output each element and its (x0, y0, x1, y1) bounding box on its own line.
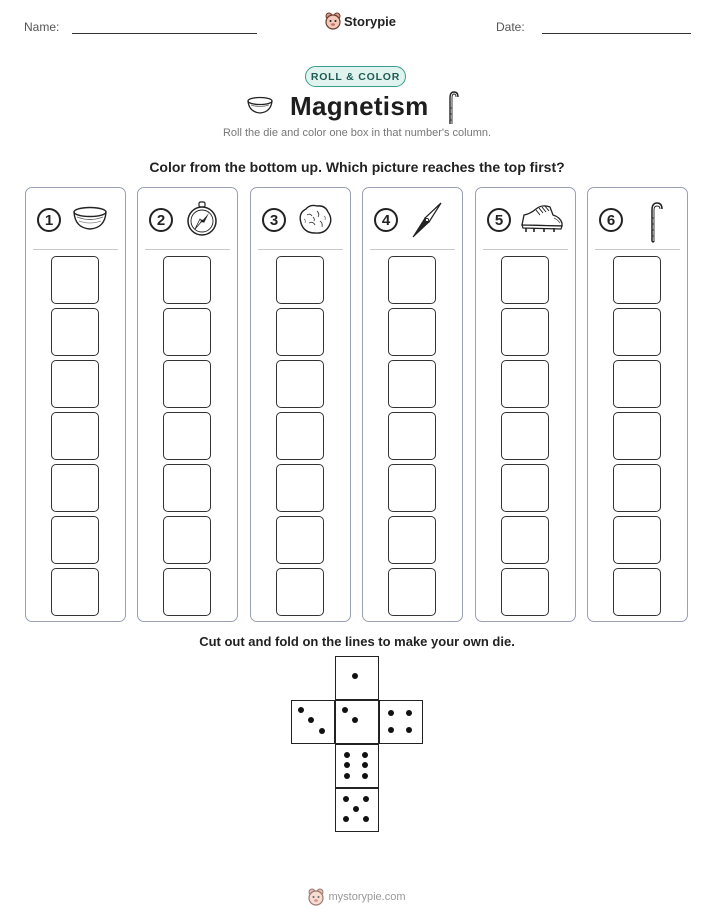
die-pip (362, 773, 368, 779)
die-pip (388, 710, 394, 716)
color-box[interactable] (276, 464, 324, 512)
die-pip (343, 816, 349, 822)
color-box[interactable] (163, 256, 211, 304)
column-5 (475, 187, 576, 622)
footer-site: mystorypie.com (328, 891, 406, 903)
color-box[interactable] (388, 360, 436, 408)
cane-icon (446, 90, 460, 126)
brand-name: Storypie (344, 13, 397, 29)
column-header (26, 196, 125, 240)
color-box[interactable] (51, 568, 99, 616)
die-face-2 (335, 700, 379, 744)
column-header (363, 196, 462, 240)
color-box[interactable] (388, 308, 436, 356)
die-pip (344, 752, 350, 758)
rock-icon (295, 201, 335, 237)
column-header (138, 196, 237, 240)
die-pip (352, 717, 358, 723)
color-box[interactable] (276, 516, 324, 564)
storypie-logo-icon (325, 12, 341, 30)
color-box[interactable] (51, 412, 99, 460)
column-number: 3 (262, 208, 286, 232)
color-box[interactable] (388, 464, 436, 512)
column-6 (587, 187, 688, 622)
date-line (542, 33, 691, 34)
color-box[interactable] (276, 568, 324, 616)
color-box[interactable] (163, 360, 211, 408)
column-number: 5 (487, 208, 511, 232)
color-box[interactable] (613, 464, 661, 512)
die-pip (344, 762, 350, 768)
page-title: Magnetism (290, 91, 429, 121)
bowl-icon (70, 201, 110, 235)
die-face-4 (379, 700, 423, 744)
column-1 (25, 187, 126, 622)
color-box[interactable] (613, 568, 661, 616)
column-number: 6 (599, 208, 623, 232)
column-2 (137, 187, 238, 622)
compass-icon (182, 201, 222, 237)
die-pip (298, 707, 304, 713)
die-face-1 (335, 656, 379, 700)
die-pip (388, 727, 394, 733)
color-box[interactable] (613, 256, 661, 304)
name-label: Name: (24, 20, 60, 34)
color-box[interactable] (276, 360, 324, 408)
column-3 (250, 187, 351, 622)
color-box[interactable] (501, 412, 549, 460)
color-box[interactable] (501, 568, 549, 616)
color-box[interactable] (276, 256, 324, 304)
color-box[interactable] (163, 568, 211, 616)
color-box[interactable] (613, 360, 661, 408)
column-header (588, 196, 687, 240)
subtitle: Roll the die and color one box in that number's column. (222, 127, 492, 139)
color-box[interactable] (276, 308, 324, 356)
die-pip (319, 728, 325, 734)
die-pip (344, 773, 350, 779)
color-box[interactable] (163, 308, 211, 356)
color-box[interactable] (163, 516, 211, 564)
die-pip (343, 796, 349, 802)
column-divider (370, 249, 455, 250)
die-pip (362, 762, 368, 768)
color-box[interactable] (51, 464, 99, 512)
instruction: Color from the bottom up. Which picture reaches the top first? (149, 159, 565, 175)
die-pip (406, 727, 412, 733)
color-box[interactable] (501, 256, 549, 304)
date-label: Date: (496, 20, 525, 34)
color-box[interactable] (276, 412, 324, 460)
die-face-6 (335, 744, 379, 788)
color-box[interactable] (388, 256, 436, 304)
column-divider (595, 249, 680, 250)
color-box[interactable] (388, 568, 436, 616)
color-box[interactable] (613, 412, 661, 460)
color-box[interactable] (51, 308, 99, 356)
compass-needle-icon (407, 201, 447, 239)
storypie-logo-icon (308, 888, 324, 906)
color-box[interactable] (388, 516, 436, 564)
column-divider (33, 249, 118, 250)
die-instruction: Cut out and fold on the lines to make your own die. (199, 634, 515, 649)
color-box[interactable] (51, 360, 99, 408)
color-box[interactable] (163, 412, 211, 460)
color-box[interactable] (51, 256, 99, 304)
column-divider (258, 249, 343, 250)
column-number: 2 (149, 208, 173, 232)
die-pip (363, 816, 369, 822)
cane-icon (632, 201, 672, 243)
die-pip (352, 673, 358, 679)
die-face-3 (291, 700, 335, 744)
brand (325, 12, 396, 30)
color-box[interactable] (613, 516, 661, 564)
color-box[interactable] (501, 308, 549, 356)
column-header (251, 196, 350, 240)
color-box[interactable] (163, 464, 211, 512)
die-pip (406, 710, 412, 716)
die-pip (308, 717, 314, 723)
column-number: 4 (374, 208, 398, 232)
bowl-icon (246, 96, 274, 116)
color-box[interactable] (51, 516, 99, 564)
color-box[interactable] (501, 360, 549, 408)
die-pip (342, 707, 348, 713)
column-number: 1 (37, 208, 61, 232)
cleat-shoe-icon (520, 201, 564, 235)
color-box[interactable] (613, 308, 661, 356)
die-pip (362, 752, 368, 758)
column-divider (145, 249, 230, 250)
column-4 (362, 187, 463, 622)
color-box[interactable] (501, 516, 549, 564)
die-pip (353, 806, 359, 812)
footer (0, 888, 714, 906)
color-box[interactable] (501, 464, 549, 512)
name-line (72, 33, 257, 34)
roll-color-badge: ROLL & COLOR (305, 66, 406, 87)
die-pip (363, 796, 369, 802)
color-box[interactable] (388, 412, 436, 460)
die-face-5 (335, 788, 379, 832)
column-divider (483, 249, 568, 250)
column-header (476, 196, 575, 240)
